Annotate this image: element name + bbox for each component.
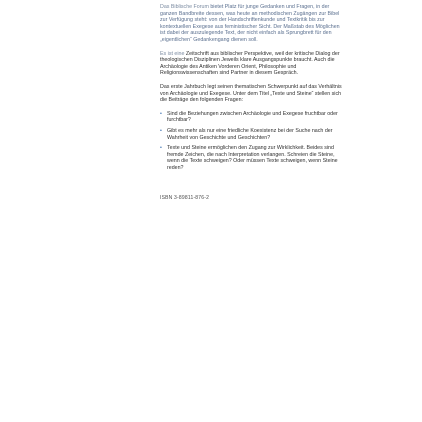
topic-text: Das erste Jahrbuch legt seinen thematischen Schwerpunkt auf das Verhältnis von Archäologie und Exegese. Unter dem Titel „Texte und Steine“ stellen sich die Beiträge den folgenden Fragen:: [160, 83, 342, 104]
perspective-lead: Es ist eine: [160, 50, 185, 57]
question-item: • Gibt es mehr als nur eine friedliche Koexistenz bei der Suche nach der Wahrheit von Geschichte und Geschichten?: [160, 128, 345, 141]
question-item: • Sind die Beziehungen zwischen Archäologie und Exegese fruchtbar oder furchtbar?: [160, 111, 345, 124]
topic-paragraph: [160, 84, 345, 104]
question-list: [160, 111, 345, 172]
question-item: • Texte und Steine ermöglichen den Zugang zur Wirklichkeit. Beides sind fremde Zeichen, die nach Interpretation verlangen. Schreien die Steine, wenn die Texte schweigen? Oder müssen Texte schweigen, wenn Steine reden?: [160, 145, 345, 171]
intro-paragraph: [160, 4, 345, 44]
intro-lead: Das Biblische Forum: [160, 4, 209, 10]
isbn-number: ISBN 3-89811-876-2: [160, 195, 210, 202]
blurb-column: [160, 4, 345, 201]
perspective-text: Zeitschrift aus biblischer Perspektive, weil der kritische Dialog der theologischen Disziplinen Jeweils klare Ausgangspunkte braucht. Auch die Archäologie des Antiken Vorderen Orient, Philosophie und Religionswissenschaften sind Partner in diesem Gespräch.: [160, 50, 340, 77]
perspective-paragraph: [160, 51, 345, 77]
intro-text: bietet Platz für junge Gedanken und Fragen, in der ganzen Bandbreite dessen, was heute an methodischen Zugängen zur Bibel zur Verfügung steht: von der Handschriftenkunde und Textkritik bis zur kontextuellen Exegese aus feministischer Sicht. Der Maßstab des Möglichen ist dabei der auszulegende Text, der nicht einfach als Sprungbrett für den „eigentlichen“ Gedankengang dienen soll.: [160, 4, 340, 43]
